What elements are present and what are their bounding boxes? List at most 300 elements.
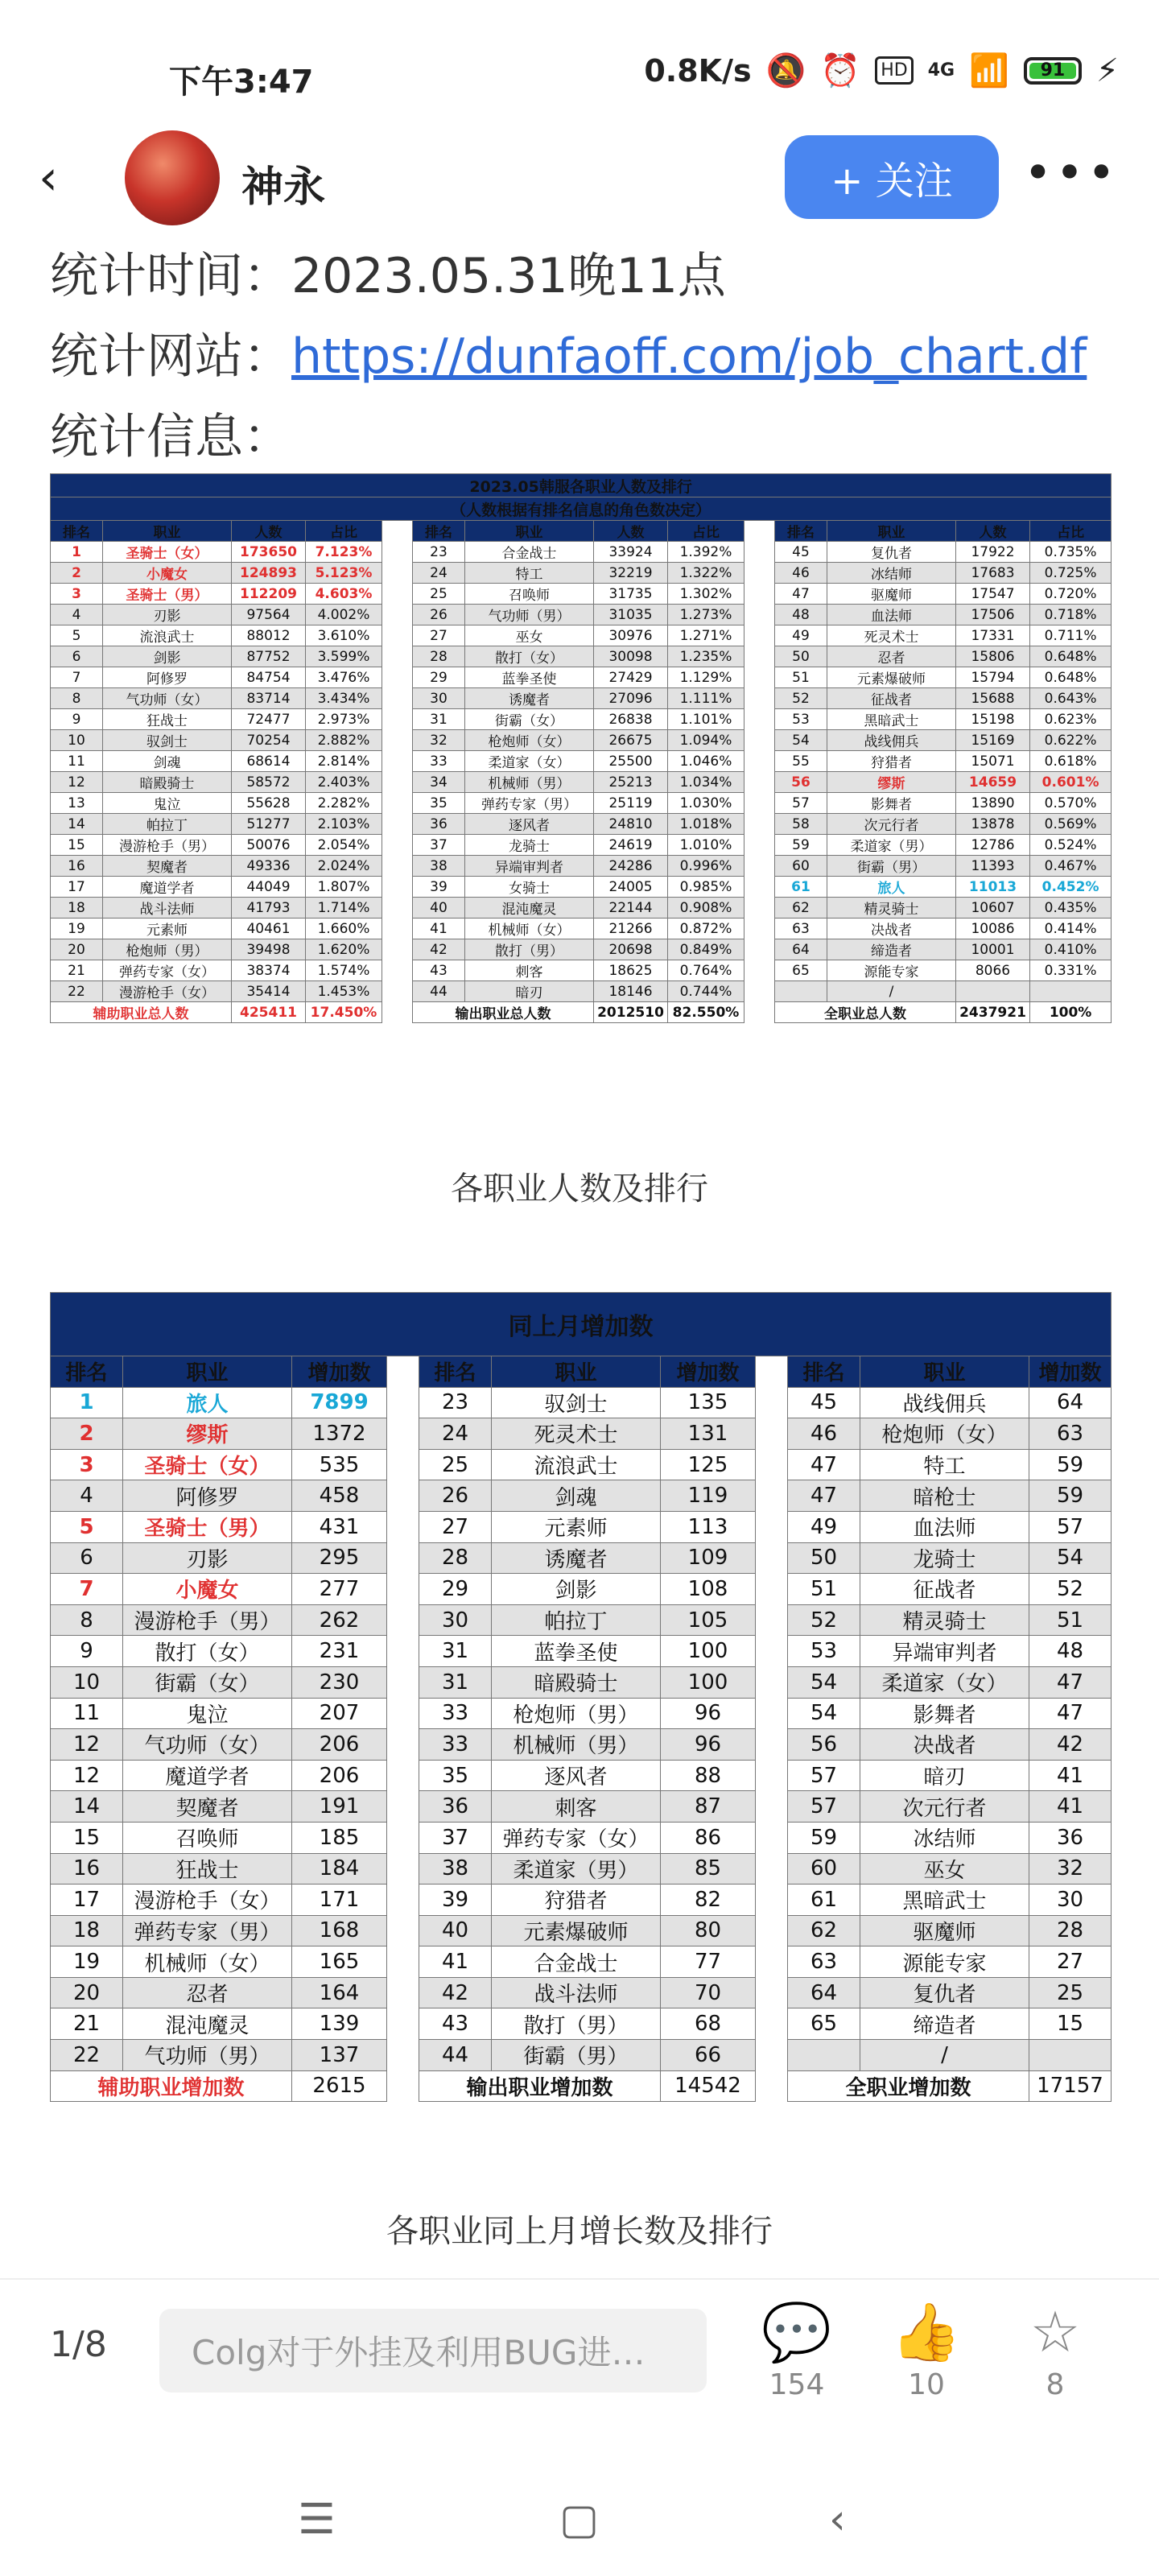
table1-gap bbox=[744, 605, 775, 625]
table2-header-cell: 增加数 bbox=[661, 1356, 756, 1388]
table-cell: 18 bbox=[51, 898, 103, 919]
table-row bbox=[51, 688, 1112, 709]
table-cell: 小魔女 bbox=[103, 563, 232, 584]
table-cell: 51277 bbox=[232, 814, 306, 835]
table2-header-cell: 职业 bbox=[492, 1356, 661, 1388]
star-count: 8 bbox=[1046, 2368, 1065, 2401]
follow-button[interactable]: + 关注 bbox=[785, 135, 999, 219]
table-row bbox=[51, 960, 1112, 981]
table-cell: 魔道学者 bbox=[103, 877, 232, 898]
table-row bbox=[51, 1946, 1112, 1978]
table-cell: 25500 bbox=[594, 751, 668, 772]
table-cell: 54 bbox=[775, 730, 827, 751]
table-row bbox=[51, 542, 1112, 563]
table-cell: 19 bbox=[51, 1946, 123, 1978]
table-cell bbox=[788, 2040, 860, 2071]
table-cell: 431 bbox=[292, 1511, 387, 1542]
table-cell: 165 bbox=[292, 1946, 387, 1978]
table-cell: 蓝拳圣使 bbox=[492, 1636, 661, 1667]
table-row bbox=[51, 1542, 1112, 1574]
table-cell: 狩猎者 bbox=[827, 751, 956, 772]
table1-header-row bbox=[51, 521, 1112, 542]
table2-gap bbox=[387, 1885, 419, 1916]
table-cell: 15 bbox=[1029, 2008, 1112, 2040]
table-cell: 旅人 bbox=[123, 1387, 292, 1418]
table-cell: 1.322% bbox=[668, 563, 744, 584]
table-cell: 21266 bbox=[594, 919, 668, 939]
table2-gap bbox=[756, 1729, 788, 1761]
table-cell: 3.610% bbox=[306, 625, 382, 646]
table-cell: 18625 bbox=[594, 960, 668, 981]
table1-gap bbox=[744, 814, 775, 835]
table-cell: 15 bbox=[51, 835, 103, 856]
charging-icon: ⚡ bbox=[1095, 52, 1119, 89]
table-cell: 战斗法师 bbox=[492, 1977, 661, 2008]
table-cell: 40461 bbox=[232, 919, 306, 939]
table2-gap bbox=[756, 2040, 788, 2071]
table-cell: 弹药专家（男） bbox=[123, 1915, 292, 1946]
total-label: 全职业总人数 bbox=[775, 1002, 956, 1023]
table-cell: 12786 bbox=[956, 835, 1030, 856]
table-cell: 合金战士 bbox=[492, 1946, 661, 1978]
table-cell: 51 bbox=[1029, 1604, 1112, 1636]
table-cell: 3.434% bbox=[306, 688, 382, 709]
table-cell: 20698 bbox=[594, 939, 668, 960]
table2-totals-row bbox=[51, 2070, 1112, 2102]
table-cell: 19 bbox=[51, 919, 103, 939]
menu-icon[interactable]: ☰ bbox=[298, 2496, 336, 2544]
table-cell: 0.410% bbox=[1030, 939, 1112, 960]
table1-gap bbox=[744, 688, 775, 709]
table-cell: 1.018% bbox=[668, 814, 744, 835]
table-cell: 2.882% bbox=[306, 730, 382, 751]
table-cell: 35 bbox=[413, 793, 465, 814]
table1-gap bbox=[382, 584, 413, 605]
table-cell: 7.123% bbox=[306, 542, 382, 563]
table-cell: 忍者 bbox=[123, 1977, 292, 2008]
table1-gap bbox=[382, 521, 413, 542]
table-cell: 87752 bbox=[232, 646, 306, 667]
table-cell: 14 bbox=[51, 814, 103, 835]
table-cell: 死灵术士 bbox=[492, 1418, 661, 1450]
table-cell: 1.453% bbox=[306, 981, 382, 1002]
table-cell: 决战者 bbox=[827, 919, 956, 939]
table2-gap bbox=[387, 1574, 419, 1605]
table-cell: 驭剑士 bbox=[492, 1387, 661, 1418]
table-cell: 16 bbox=[51, 1853, 123, 1885]
table-cell: 战线佣兵 bbox=[827, 730, 956, 751]
table-cell: 巫女 bbox=[860, 1853, 1029, 1885]
table2-gap bbox=[756, 1915, 788, 1946]
table1-gap bbox=[382, 919, 413, 939]
home-icon[interactable]: ▢ bbox=[559, 2496, 600, 2544]
table1-header-cell: 职业 bbox=[827, 521, 956, 542]
table-cell: 逐风者 bbox=[465, 814, 594, 835]
table-cell: 4 bbox=[51, 1480, 123, 1512]
table-cell: 混沌魔灵 bbox=[123, 2008, 292, 2040]
table-cell: 0.908% bbox=[668, 898, 744, 919]
table-cell: 刃影 bbox=[123, 1542, 292, 1574]
table-cell: 39 bbox=[419, 1885, 492, 1916]
table-cell: 27 bbox=[1029, 1946, 1112, 1978]
table-cell: 108 bbox=[661, 1574, 756, 1605]
table-row bbox=[51, 772, 1112, 793]
table-row bbox=[51, 1636, 1112, 1667]
table-cell: 鬼泣 bbox=[103, 793, 232, 814]
table1-gap bbox=[382, 856, 413, 877]
table-cell: 45 bbox=[788, 1387, 860, 1418]
table-cell: 剑影 bbox=[492, 1574, 661, 1605]
status-bar bbox=[0, 0, 1159, 121]
table-cell: 139 bbox=[292, 2008, 387, 2040]
table1-header-cell: 占比 bbox=[306, 521, 382, 542]
table2-header-cell: 排名 bbox=[419, 1356, 492, 1388]
table-cell: 0.764% bbox=[668, 960, 744, 981]
table-cell: 0.996% bbox=[668, 856, 744, 877]
table-cell: 27 bbox=[413, 625, 465, 646]
table-cell: 40 bbox=[413, 898, 465, 919]
thumbs-up-icon: 👍 bbox=[891, 2299, 962, 2365]
table-cell: 特工 bbox=[465, 563, 594, 584]
table-cell: 54 bbox=[788, 1666, 860, 1698]
table-cell: 68614 bbox=[232, 751, 306, 772]
table-cell: 31735 bbox=[594, 584, 668, 605]
table-cell: 弹药专家（女） bbox=[103, 960, 232, 981]
table-cell: 圣骑士（女） bbox=[103, 542, 232, 563]
table1-gap bbox=[382, 898, 413, 919]
table-cell: 征战者 bbox=[827, 688, 956, 709]
table-cell: 10607 bbox=[956, 898, 1030, 919]
population-table-image[interactable] bbox=[50, 473, 1111, 1023]
table-cell: 10086 bbox=[956, 919, 1030, 939]
table-cell: 刺客 bbox=[492, 1791, 661, 1823]
table-cell: 24 bbox=[419, 1418, 492, 1450]
table2-header-cell: 职业 bbox=[860, 1356, 1029, 1388]
table2-gap bbox=[756, 1885, 788, 1916]
table-cell: 1.273% bbox=[668, 605, 744, 625]
star-icon: ☆ bbox=[1029, 2299, 1081, 2365]
table2-gap bbox=[756, 1946, 788, 1978]
table1-gap bbox=[382, 772, 413, 793]
table-cell: 58 bbox=[775, 814, 827, 835]
table1-gap bbox=[382, 793, 413, 814]
table2-gap bbox=[387, 2008, 419, 2040]
table-cell: 23 bbox=[419, 1387, 492, 1418]
table-cell: 3.476% bbox=[306, 667, 382, 688]
table2-gap bbox=[756, 1574, 788, 1605]
table2-gap bbox=[756, 1977, 788, 2008]
table-cell: 0.872% bbox=[668, 919, 744, 939]
table-cell: 4.603% bbox=[306, 584, 382, 605]
table-cell: 2 bbox=[51, 563, 103, 584]
table-row bbox=[51, 667, 1112, 688]
table-cell: 59 bbox=[775, 835, 827, 856]
table-cell: 66 bbox=[661, 2040, 756, 2071]
table-row bbox=[51, 1760, 1112, 1791]
table-cell: 24810 bbox=[594, 814, 668, 835]
table-cell: 60 bbox=[788, 1853, 860, 1885]
total-value: 425411 bbox=[232, 1002, 306, 1023]
table-cell: 7899 bbox=[292, 1387, 387, 1418]
table-cell: 100 bbox=[661, 1666, 756, 1698]
table-cell: 漫游枪手（男） bbox=[103, 835, 232, 856]
table-cell: 17547 bbox=[956, 584, 1030, 605]
hd-icon: HD bbox=[875, 56, 913, 85]
table-cell: 173650 bbox=[232, 542, 306, 563]
more-dots-icon[interactable]: ••• bbox=[1023, 145, 1119, 201]
total-label: 全职业增加数 bbox=[788, 2070, 1029, 2102]
table-row bbox=[51, 939, 1112, 960]
table-cell: 征战者 bbox=[860, 1574, 1029, 1605]
table-cell: 1.101% bbox=[668, 709, 744, 730]
table-cell: 蓝拳圣使 bbox=[465, 667, 594, 688]
table-cell: 暗殿骑士 bbox=[492, 1666, 661, 1698]
table-cell: 55 bbox=[775, 751, 827, 772]
table2-gap bbox=[756, 1511, 788, 1542]
table1-gap bbox=[744, 960, 775, 981]
table-cell: 37 bbox=[419, 1822, 492, 1853]
table-cell: 44 bbox=[413, 981, 465, 1002]
stat-site-link[interactable]: https://dunfaoff.com/job_chart.df bbox=[291, 328, 1087, 385]
table-cell: 机械师（男） bbox=[492, 1729, 661, 1761]
population-table bbox=[50, 473, 1112, 1023]
table2-title: 同上月增加数 bbox=[51, 1293, 1112, 1356]
table-cell: 105 bbox=[661, 1604, 756, 1636]
table1-gap bbox=[382, 877, 413, 898]
table2-gap bbox=[387, 1946, 419, 1978]
table-cell: 0.720% bbox=[1030, 584, 1112, 605]
table-cell: 1.030% bbox=[668, 793, 744, 814]
table-cell: 46 bbox=[788, 1418, 860, 1450]
table-cell: 31 bbox=[413, 709, 465, 730]
avatar[interactable] bbox=[125, 130, 220, 225]
table-cell: 1.034% bbox=[668, 772, 744, 793]
table-cell: 44049 bbox=[232, 877, 306, 898]
table1-gap bbox=[744, 772, 775, 793]
increase-table-image[interactable] bbox=[50, 1292, 1111, 2102]
table-cell: 混沌魔灵 bbox=[465, 898, 594, 919]
table1-gap bbox=[744, 877, 775, 898]
table-cell: 64 bbox=[1029, 1387, 1112, 1418]
table-cell: 22144 bbox=[594, 898, 668, 919]
table-cell: 15198 bbox=[956, 709, 1030, 730]
table1-gap bbox=[744, 751, 775, 772]
back-arrow-icon[interactable]: ‹ bbox=[39, 150, 58, 206]
table-cell: 63 bbox=[1029, 1418, 1112, 1450]
table-cell: 57 bbox=[788, 1760, 860, 1791]
table-cell: 元素爆破师 bbox=[492, 1915, 661, 1946]
total-value: 2615 bbox=[292, 2070, 387, 2102]
table-cell: 65 bbox=[775, 960, 827, 981]
table-cell: 5 bbox=[51, 625, 103, 646]
table-cell: 30 bbox=[1029, 1885, 1112, 1916]
table-cell: 36 bbox=[1029, 1822, 1112, 1853]
table-cell: 15169 bbox=[956, 730, 1030, 751]
alarm-icon: ⏰ bbox=[820, 52, 861, 89]
table-cell: 1.111% bbox=[668, 688, 744, 709]
table-cell: 枪炮师（女） bbox=[465, 730, 594, 751]
table-cell: 1.010% bbox=[668, 835, 744, 856]
table-cell: 战斗法师 bbox=[103, 898, 232, 919]
table-cell: 30098 bbox=[594, 646, 668, 667]
table-cell: 漫游枪手（女） bbox=[123, 1885, 292, 1916]
table-cell: 1.129% bbox=[668, 667, 744, 688]
table-cell: 17683 bbox=[956, 563, 1030, 584]
status-icons bbox=[644, 52, 1119, 89]
table2-gap bbox=[387, 1418, 419, 1450]
table-cell: 25 bbox=[413, 584, 465, 605]
table1-gap bbox=[744, 646, 775, 667]
table2-gap bbox=[756, 1387, 788, 1418]
table-cell: 1.235% bbox=[668, 646, 744, 667]
table-cell: 1.271% bbox=[668, 625, 744, 646]
table1-gap bbox=[744, 730, 775, 751]
table-cell: 1.574% bbox=[306, 960, 382, 981]
table-row bbox=[51, 919, 1112, 939]
table-cell: 18146 bbox=[594, 981, 668, 1002]
table-row bbox=[51, 2008, 1112, 2040]
table-cell: 诱魔者 bbox=[465, 688, 594, 709]
table-cell: 0.601% bbox=[1030, 772, 1112, 793]
table-cell: 11 bbox=[51, 751, 103, 772]
like-button[interactable] bbox=[882, 2296, 971, 2401]
table-cell: 1 bbox=[51, 542, 103, 563]
total-label: 输出职业增加数 bbox=[419, 2070, 661, 2102]
stat-time-line bbox=[50, 237, 726, 307]
table-cell: 15794 bbox=[956, 667, 1030, 688]
table-cell: 30 bbox=[419, 1604, 492, 1636]
table-cell: 0.718% bbox=[1030, 605, 1112, 625]
table-cell: 41 bbox=[419, 1946, 492, 1978]
table-cell: 死灵术士 bbox=[827, 625, 956, 646]
table-cell: 57 bbox=[775, 793, 827, 814]
table-cell: 184 bbox=[292, 1853, 387, 1885]
table-cell: 8066 bbox=[956, 960, 1030, 981]
table-cell: 33924 bbox=[594, 542, 668, 563]
table-cell: 剑影 bbox=[103, 646, 232, 667]
table-cell: 109 bbox=[661, 1542, 756, 1574]
back-nav-icon[interactable]: ‹ bbox=[829, 2496, 846, 2544]
comment-button[interactable] bbox=[753, 2296, 841, 2401]
table-cell: 缔造者 bbox=[827, 939, 956, 960]
table-cell: 51 bbox=[788, 1574, 860, 1605]
table2-gap bbox=[387, 1977, 419, 2008]
table2-gap bbox=[756, 2008, 788, 2040]
total-value: 2012510 bbox=[594, 1002, 668, 1023]
table-cell: 精灵骑士 bbox=[860, 1604, 1029, 1636]
table-cell: 漫游枪手（女） bbox=[103, 981, 232, 1002]
table-cell: 15 bbox=[51, 1822, 123, 1853]
table-cell: 125 bbox=[661, 1449, 756, 1480]
table-cell: 特工 bbox=[860, 1449, 1029, 1480]
table2-header-row bbox=[51, 1356, 1112, 1388]
table-cell: 30976 bbox=[594, 625, 668, 646]
table-cell: 街霸（女） bbox=[465, 709, 594, 730]
table2-gap bbox=[387, 1356, 419, 1388]
total-percent: 82.550% bbox=[668, 1002, 744, 1023]
table1-header-cell: 占比 bbox=[668, 521, 744, 542]
table-cell: 42 bbox=[413, 939, 465, 960]
table1-gap bbox=[744, 856, 775, 877]
table-row bbox=[51, 751, 1112, 772]
table-cell: 召唤师 bbox=[465, 584, 594, 605]
network-speed: 0.8K/s bbox=[644, 52, 752, 89]
table-cell: 47 bbox=[1029, 1666, 1112, 1698]
table1-gap bbox=[744, 625, 775, 646]
stat-site-line bbox=[50, 318, 1087, 387]
comment-input[interactable]: Colg对于外挂及利用BUG进… bbox=[159, 2309, 707, 2392]
table2-gap bbox=[387, 2040, 419, 2071]
table-cell: 63 bbox=[775, 919, 827, 939]
table-cell: 合金战士 bbox=[465, 542, 594, 563]
table-cell: 散打（女） bbox=[123, 1636, 292, 1667]
table1-gap bbox=[744, 667, 775, 688]
table-row bbox=[51, 605, 1112, 625]
table-cell: 54 bbox=[788, 1698, 860, 1729]
table1-gap bbox=[382, 542, 413, 563]
table-cell: 机械师（女） bbox=[465, 919, 594, 939]
table-cell: 冰结师 bbox=[827, 563, 956, 584]
table-cell: 散打（男） bbox=[465, 939, 594, 960]
table-cell: 70254 bbox=[232, 730, 306, 751]
table-cell: 异端审判者 bbox=[860, 1636, 1029, 1667]
table-cell: 29 bbox=[413, 667, 465, 688]
page-indicator: 1/8 bbox=[50, 2324, 107, 2365]
table2-gap bbox=[756, 1853, 788, 1885]
star-button[interactable] bbox=[1011, 2296, 1099, 2401]
table-cell: 28 bbox=[413, 646, 465, 667]
table-cell: 35414 bbox=[232, 981, 306, 1002]
table2-header-cell: 增加数 bbox=[292, 1356, 387, 1388]
table-cell: 阿修罗 bbox=[103, 667, 232, 688]
table-cell bbox=[956, 981, 1030, 1002]
table-cell: 0.849% bbox=[668, 939, 744, 960]
table1-gap bbox=[382, 625, 413, 646]
table-cell: 刺客 bbox=[465, 960, 594, 981]
author-name[interactable]: 神永 bbox=[241, 163, 326, 212]
table-cell: 41 bbox=[413, 919, 465, 939]
table-cell: 65 bbox=[788, 2008, 860, 2040]
table-cell: 49 bbox=[775, 625, 827, 646]
table-cell: 61 bbox=[788, 1885, 860, 1916]
table-cell: 9 bbox=[51, 1636, 123, 1667]
table1-gap bbox=[744, 981, 775, 1002]
table2-gap bbox=[756, 1760, 788, 1791]
table-cell: 弹药专家（女） bbox=[492, 1822, 661, 1853]
table-cell: 8 bbox=[51, 1604, 123, 1636]
table-cell: 圣骑士（女） bbox=[123, 1449, 292, 1480]
table-cell: 散打（女） bbox=[465, 646, 594, 667]
table-cell: 6 bbox=[51, 646, 103, 667]
table-cell: 2.973% bbox=[306, 709, 382, 730]
table-cell: 元素爆破师 bbox=[827, 667, 956, 688]
table-cell: 22 bbox=[51, 2040, 123, 2071]
table-cell: 164 bbox=[292, 1977, 387, 2008]
table-cell: 52 bbox=[775, 688, 827, 709]
table-cell: 17506 bbox=[956, 605, 1030, 625]
table-cell: 0.467% bbox=[1030, 856, 1112, 877]
table-cell: 28 bbox=[419, 1542, 492, 1574]
table-cell: 29 bbox=[419, 1574, 492, 1605]
table-cell: 43 bbox=[413, 960, 465, 981]
table-cell: 33 bbox=[419, 1698, 492, 1729]
table1-gap bbox=[744, 563, 775, 584]
table-row bbox=[51, 1729, 1112, 1761]
table-cell: 38 bbox=[419, 1853, 492, 1885]
table-row bbox=[51, 1666, 1112, 1698]
table-cell: 26 bbox=[413, 605, 465, 625]
table-cell: 26675 bbox=[594, 730, 668, 751]
